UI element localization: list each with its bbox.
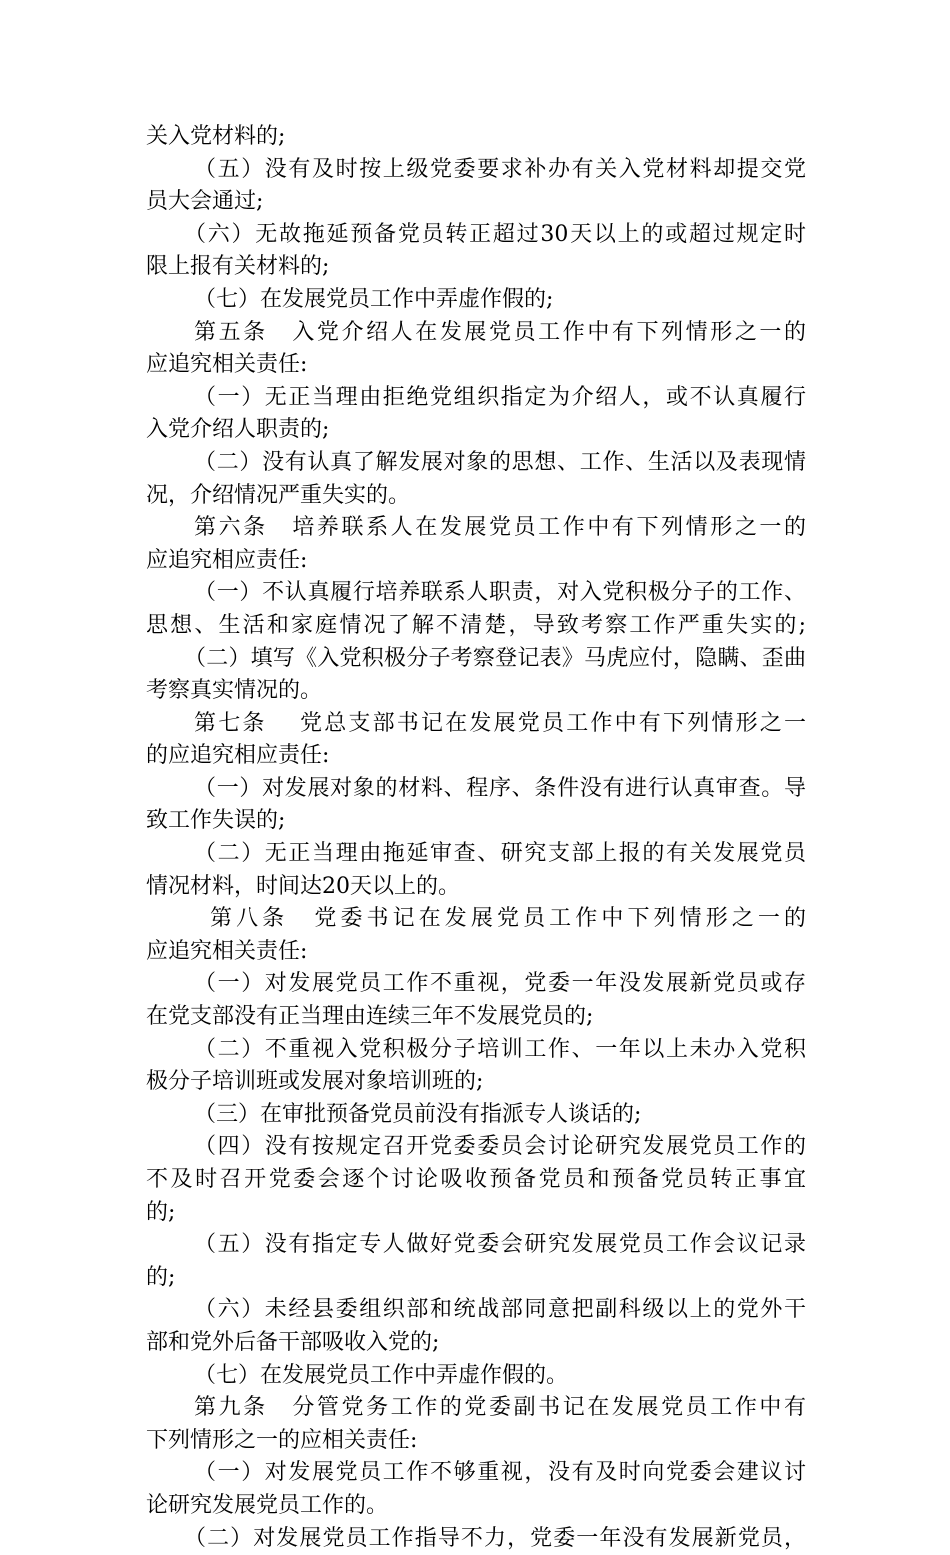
text-line: 部和党外后备干部吸收入党的; [146,1329,440,1355]
text-line: （二）无正当理由拖延审查、研究支部上报的有关发展党员 [194,841,806,867]
text-line: 在党支部没有正当理由连续三年不发展党员的; [146,1004,594,1030]
text-line: 应追究相关责任: [146,352,308,378]
text-line: 关入党材料的; [146,124,286,149]
text-line: （七）在发展党员工作中弄虚作假的; [194,286,554,312]
text-line: （三）在审批预备党员前没有指派专人谈话的; [194,1101,642,1127]
text-line: 第五条 入党介绍人在发展党员工作中有下列情形之一的 [194,319,806,345]
text-line: （一）对发展党员工作不重视，党委一年没发展新党员或存 [194,971,806,997]
text-line: 员大会通过; [146,189,264,215]
text-line: 的; [146,1199,176,1225]
text-line: 论研究发展党员工作的。 [146,1492,389,1518]
text-line: 第九条 分管党务工作的党委副书记在发展党员工作中有 [194,1395,806,1421]
text-line: 思想、生活和家庭情况了解不清楚，导致考察工作严重失实的; [146,612,806,638]
text-line: 的应追究相应责任: [146,743,330,769]
text-line: 的; [146,1264,176,1290]
text-line: 第八条 党委书记在发展党员工作中下列情形之一的 [210,906,806,932]
text-line: 下列情形之一的应相关责任: [146,1427,418,1453]
text-line: （五）没有指定专人做好党委会研究发展党员工作会议记录 [194,1232,806,1258]
text-line: 况，介绍情况严重失实的。 [146,482,411,508]
text-line: 第六条 培养联系人在发展党员工作中有下列情形之一的 [194,515,806,541]
text-line: 不及时召开党委会逐个讨论吸收预备党员和预备党员转正事宜 [146,1167,806,1192]
text-line: 应追究相应责任: [146,547,308,573]
text-line: （七）在发展党员工作中弄虚作假的。 [194,1362,569,1388]
text-line: （二）没有认真了解发展对象的思想、工作、生活以及表现情 [194,449,806,475]
text-line: （二）对发展党员工作指导不力，党委一年没有发展新党员， [184,1525,806,1551]
text-line: （六）未经县委组织部和统战部同意把副科级以上的党外干 [194,1297,806,1323]
text-line: （一）无正当理由拒绝党组织指定为介绍人，或不认真履行 [194,384,806,410]
text-line: 极分子培训班或发展对象培训班的; [146,1069,484,1095]
text-line: 入党介绍人职责的; [146,417,330,443]
text-line: （六）无故拖延预备党员转正超过30天以上的或超过规定时 [184,221,806,247]
text-line: （一）不认真履行培养联系人职责，对入党积极分子的工作、 [194,580,806,606]
text-line: （二）填写《入党积极分子考察登记表》马虎应付，隐瞒、歪曲 [184,645,806,671]
text-line: （二）不重视入党积极分子培训工作、一年以上未办入党积 [194,1036,806,1062]
text-line: 限上报有关材料的; [146,254,330,280]
text-line: 应追究相关责任: [146,938,308,964]
text-line: 情况材料，时间达20天以上的。 [146,873,460,899]
text-line: （一）对发展党员工作不够重视，没有及时向党委会建议讨 [194,1460,806,1486]
document-body [146,121,806,1555]
text-line: 考察真实情况的。 [146,678,323,704]
text-line: 致工作失误的; [146,808,286,834]
text-line: （五）没有及时按上级党委要求补办有关入党材料却提交党 [194,156,806,182]
text-line: （四）没有按规定召开党委委员会讨论研究发展党员工作的 [194,1134,806,1160]
text-line: 第七条 党总支部书记在发展党员工作中有下列情形之一 [194,710,806,736]
text-line: （一）对发展对象的材料、程序、条件没有进行认真审查。导 [194,775,806,801]
